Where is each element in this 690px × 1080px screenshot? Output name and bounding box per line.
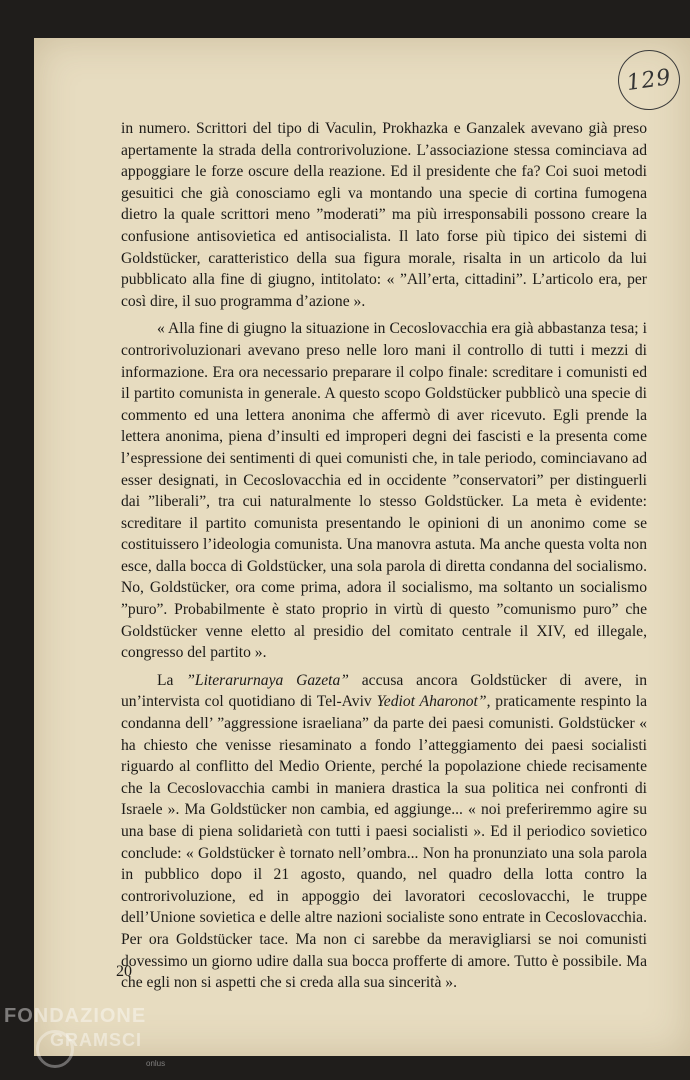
newspaper-title-yediot: Yediot Aharonot”	[376, 693, 487, 711]
watermark-line1: FONDAZIONE	[4, 1005, 147, 1027]
watermark-line2: GRAMSCI	[50, 1030, 142, 1050]
paragraph-3-text-a: La	[157, 671, 187, 689]
folio-number-text: 129	[624, 64, 674, 96]
paragraph-3	[121, 670, 647, 994]
watermark-line3: onlus	[146, 1059, 166, 1068]
paragraph-3-text-c: , praticamente respinto la condanna dell’ ”aggressione israeliana” da parte dei paesi comunisti. Goldstücker « ha chiesto che venisse riesaminato a fondo l’atteggiamento dei paesi socialisti riguardo al conflitto del Medio Oriente, perché la popolazione chiede recisamente che la Cecoslovacchia cambi in maniera drastica la sua politica nei confronti di Israele ». Ma Goldstücker non cambia, ed aggiunge... « noi preferiremmo agire su una base di piena solidarietà con tutti i paesi socialisti ». Ed il periodico sovietico conclude: « Goldstücker è tornato nell’ombra... Non ha pronunziato una sola parola in pubblico dopo il 21 agosto, quando, nel quadro della lotta contro la controrivoluzione, ed in appoggio dei lavoratori cecoslovacchi, le truppe dell’Unione sovietica e delle altre nazioni socialiste sono entrate in Cecoslovacchia. Per ora Goldstücker tace. Ma non ci sarebbe da meravigliarsi se noi comunisti dovessimo un giorno udire dalla sua bocca profferte di amore. Tutto è possibile. Ma che egli non si aspetti che si creda alla sua sincerità ».	[121, 693, 648, 992]
paragraph-1: in numero. Scrittori del tipo di Vaculin, Prokhazka e Ganzalek avevano già preso apertamente la strada della controrivoluzione. L’associazione stessa cominciava ad appoggiare le forze oscure della reazione. Ed il presidente che fa? Coi suoi metodi gesuitici che già conosciamo egli va montando una specie di cortina fumogena dietro la quale scrittori meno ”moderati” ma più irresponsabili possono creare la confusione antisovietica ed antisocialista. Il lato forse più tipico dei sistemi di Goldstücker, caratteristico della sua figura morale, risalta in un articolo da lui pubblicato alla fine di giugno, intitolato: « ”All’erta, cittadini”. L’articolo era, per così dire, il suo programma d’azione ».	[121, 120, 647, 310]
newspaper-title-literaturnaya: ”Literarurnaya Gazeta”	[186, 671, 349, 689]
page-number: 20	[116, 963, 132, 980]
paragraph-3-text-b: accusa ancora Goldstücker di avere, in un’intervista col quotidiano di Tel-Aviv	[121, 671, 647, 711]
paragraph-2: « Alla fine di giugno la situazione in Cecoslovacchia era già abbastanza tesa; i controrivoluzionari avevano preso nelle loro mani il controllo di tutti i mezzi di informazione. Era ora necessario preparare il colpo finale: screditare i comunisti ed il partito comunista in generale. A questo scopo Goldstücker pubblicò una specie di commento ed una lettera anonima che affermò di aver ricevuto. Egli prende la lettera anonima, piena d’insulti ed improperi degni dei fascisti e la presenta come l’espressione dei sentimenti di quei comunisti che, in tale periodo, cominciavano ad esser designati, in Cecoslovacchia ed in occidente ”conservatori” per distinguerli dai ”liberali”, tra cui naturalmente lo stesso Goldstücker. La meta è evidente: screditare il partito comunista presentando le opinioni di un anonimo come se costituissero l’ideologia comunista. Una manovra astuta. Ma anche questa volta non esce, dalla bocca di Goldstücker, una sola parola di diretta condanna del socialismo. No, Goldstücker, ora come prima, adora il socialismo, ma soltanto un socialismo ”puro”. Probabilmente è stato proprio in virtù di questo ”comunismo puro” che Goldstücker venne eletto al presidio del comitato centrale il XIV, ed illegale, congresso del partito ».	[121, 320, 647, 662]
watermark	[4, 1005, 166, 1068]
body-text	[121, 118, 647, 994]
